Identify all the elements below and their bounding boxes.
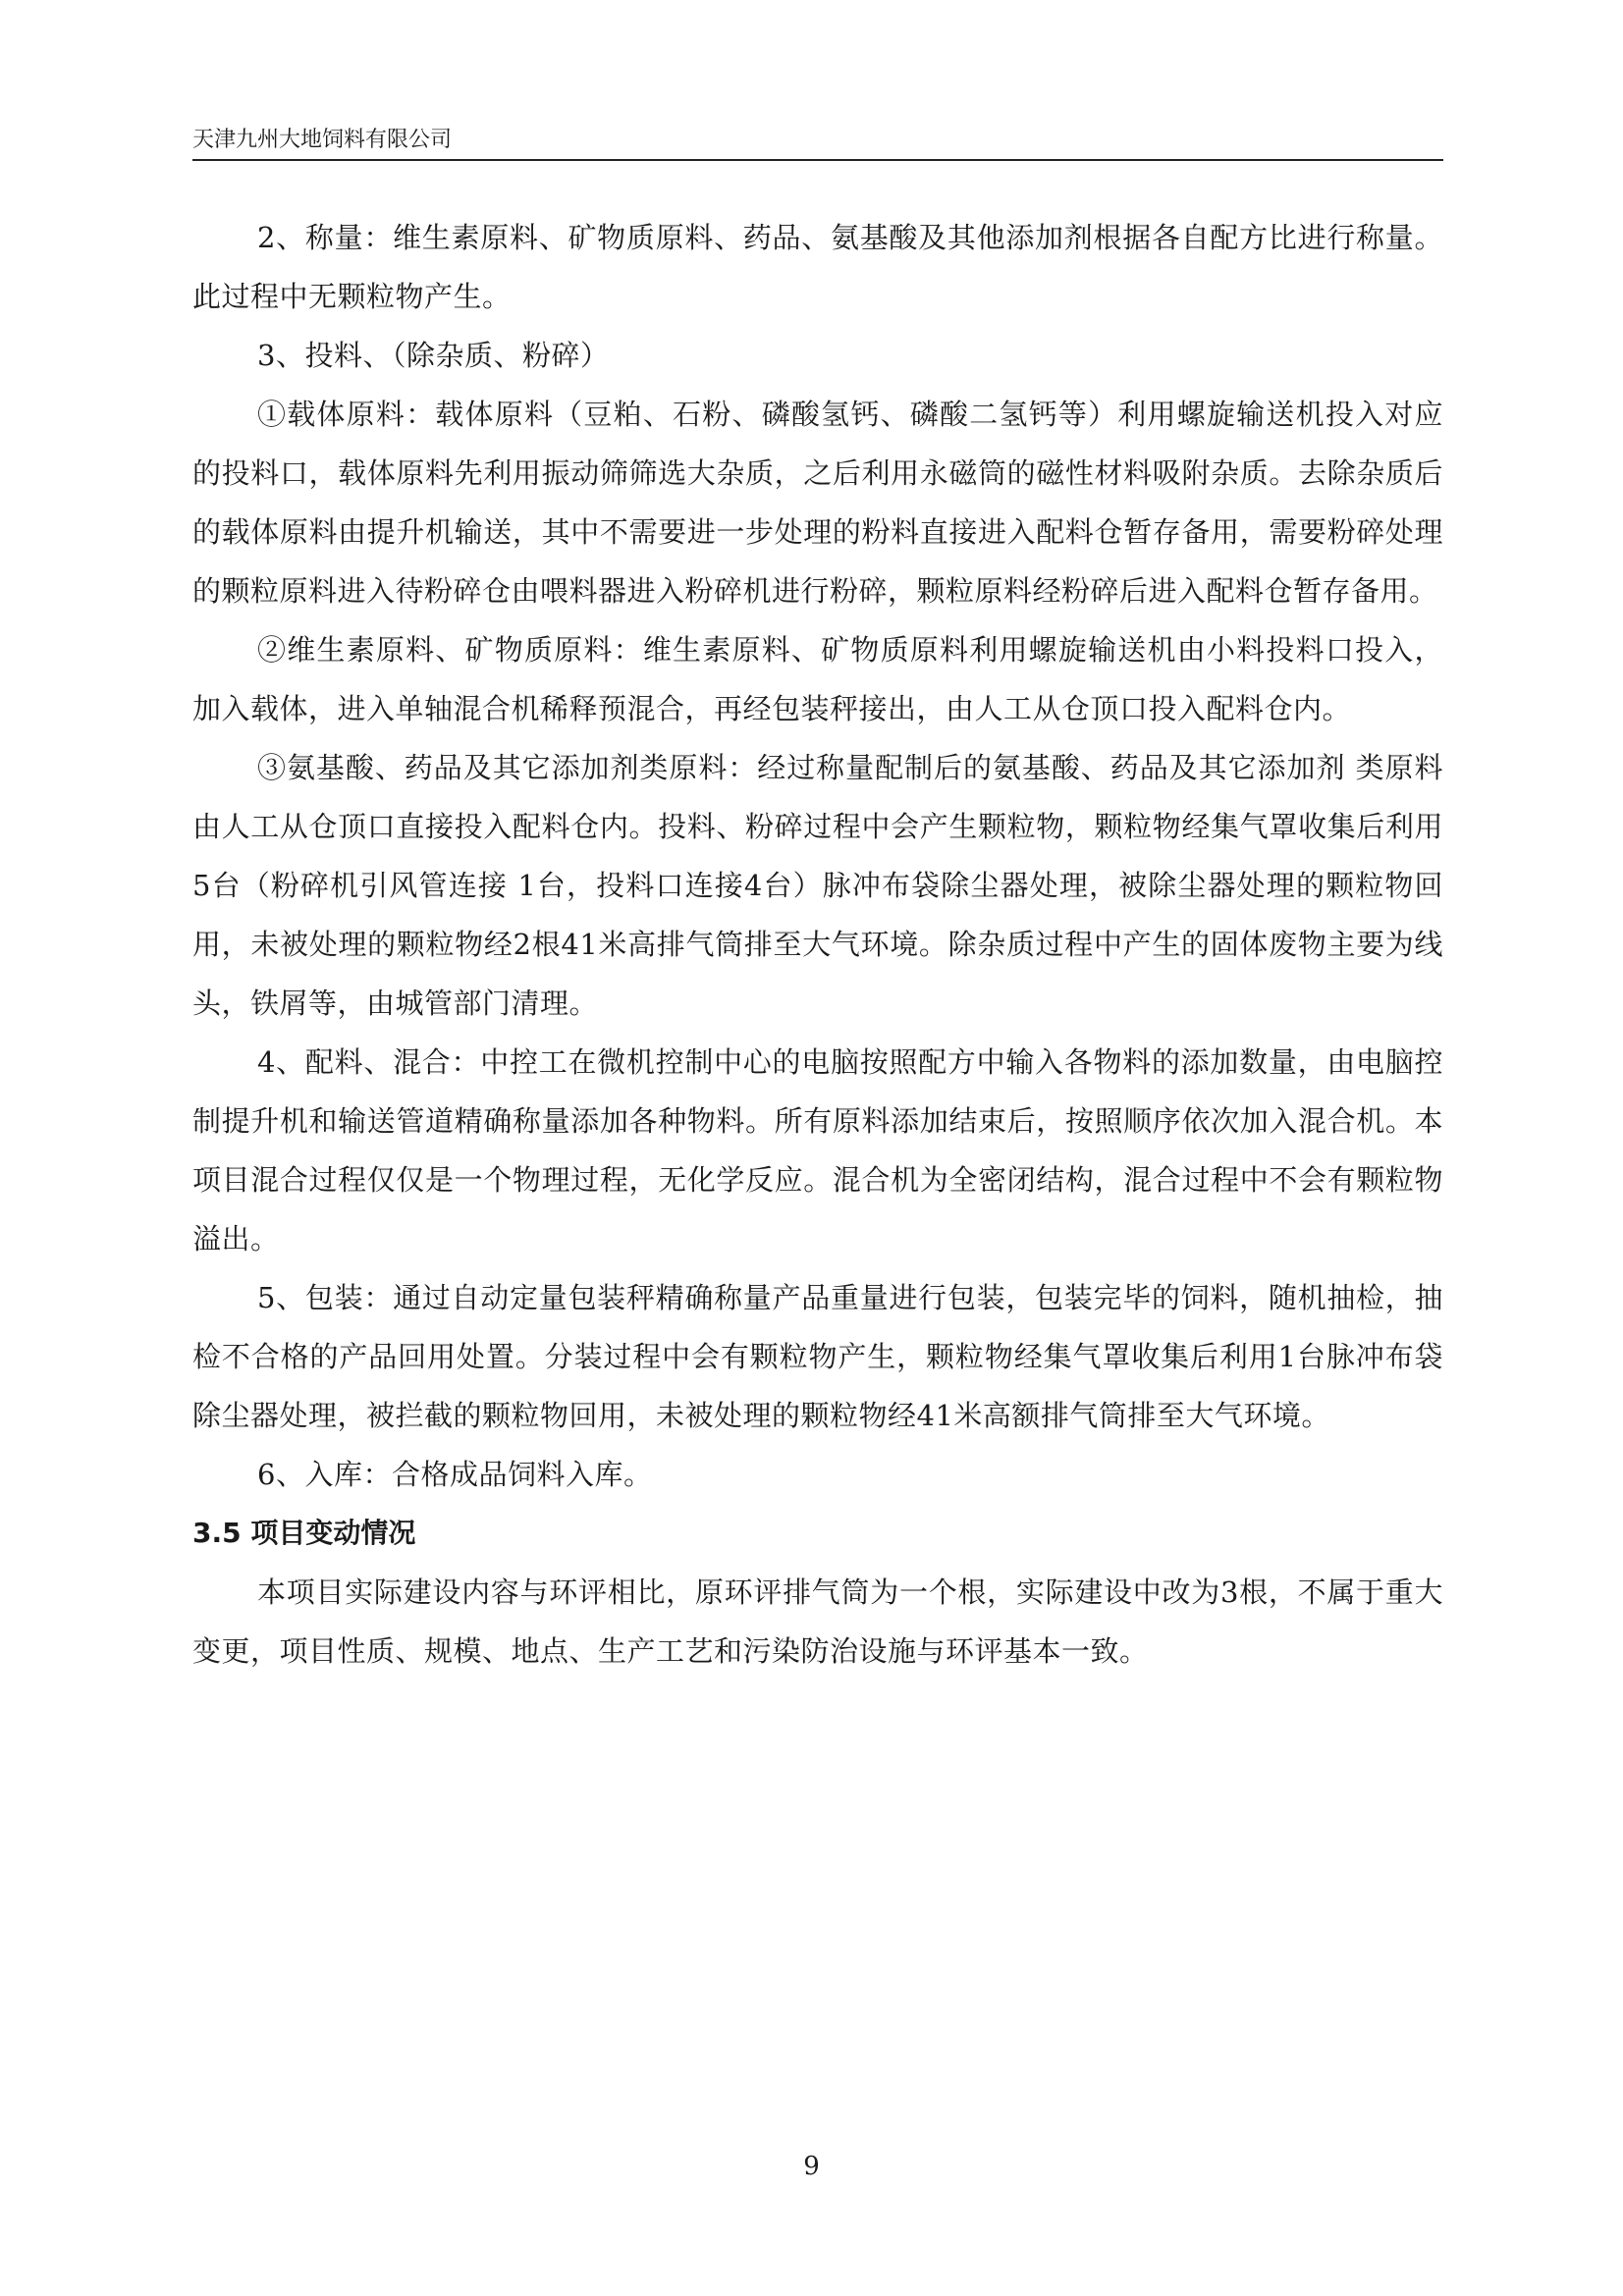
paragraph-warehousing: 6、入库：合格成品饲料入库。 — [257, 1458, 653, 1491]
paragraph-batching-mixing: 4、配料、混合：中控工在微机控制中心的电脑按照配方中输入各物料的添加数量，由电脑控制提升机和输送管道精确称量添加各种物料。所有原料添加结束后，按照顺序依次加入混合机。本项目混合过程仅仅是一个物理过程，无化学反应。混合机为全密闭结构，混合过程中不会有颗粒物溢出。 — [192, 1045, 1443, 1255]
document-body — [192, 208, 1443, 1681]
paragraph-packaging: 5、包装：通过自动定量包装秤精确称量产品重量进行包装，包装完毕的饲料，随机抽检，抽检不合格的产品回用处置。分装过程中会有颗粒物产生，颗粒物经集气罩收集后利用1台脉冲布袋除尘器处理，被拦截的颗粒物回用，未被处理的颗粒物经41米高额排气筒排至大气环境。 — [192, 1281, 1443, 1432]
paragraph-feeding-title: 3、投料、（除杂质、粉碎） — [257, 339, 610, 372]
company-name: 天津九州大地饲料有限公司 — [192, 128, 453, 152]
page-header — [192, 118, 1443, 161]
section-heading-project-changes: 3.5 项目变动情况 — [192, 1517, 416, 1549]
paragraph-weighing: 2、称量：维生素原料、矿物质原料、药品、氨基酸及其他添加剂根据各自配方比进行称量。此过程中无颗粒物产生。 — [192, 221, 1443, 313]
page-number: 9 — [803, 2152, 820, 2181]
paragraph-carrier-material: ①载体原料：载体原料（豆粕、石粉、磷酸氢钙、磷酸二氢钙等）利用螺旋输送机投入对应的投料口，载体原料先利用振动筛筛选大杂质，之后利用永磁筒的磁性材料吸附杂质。去除杂质后的载体原料由提升机输送，其中不需要进一步处理的粉料直接进入配料仓暂存备用，需要粉碎处理的颗粒原料进入待粉碎仓由喂料器进入粉碎机进行粉碎，颗粒原料经粉碎后进入配料仓暂存备用。 — [192, 398, 1443, 608]
paragraph-amino-acid: ③氨基酸、药品及其它添加剂类原料：经过称量配制后的氨基酸、药品及其它添加剂 类原料由人工从仓顶口直接投入配料仓内。投料、粉碎过程中会产生颗粒物，颗粒物经集气罩收集后利用5台（粉碎机引风管连接 1台，投料口连接4台）脉冲布袋除尘器处理，被除尘器处理的颗粒物回用，未被处理的颗粒物经2根41米高排气筒排至大气环境。除杂质过程中产生的固体废物主要为线头，铁屑等，由城管部门清理。 — [192, 751, 1443, 1020]
paragraph-vitamin-mineral: ②维生素原料、矿物质原料：维生素原料、矿物质原料利用螺旋输送机由小料投料口投入，加入载体，进入单轴混合机稀释预混合，再经包装秤接出，由人工从仓顶口投入配料仓内。 — [192, 633, 1443, 725]
paragraph-project-changes: 本项目实际建设内容与环评相比，原环评排气筒为一个根，实际建设中改为3根，不属于重大变更，项目性质、规模、地点、生产工艺和污染防治设施与环评基本一致。 — [192, 1575, 1443, 1668]
